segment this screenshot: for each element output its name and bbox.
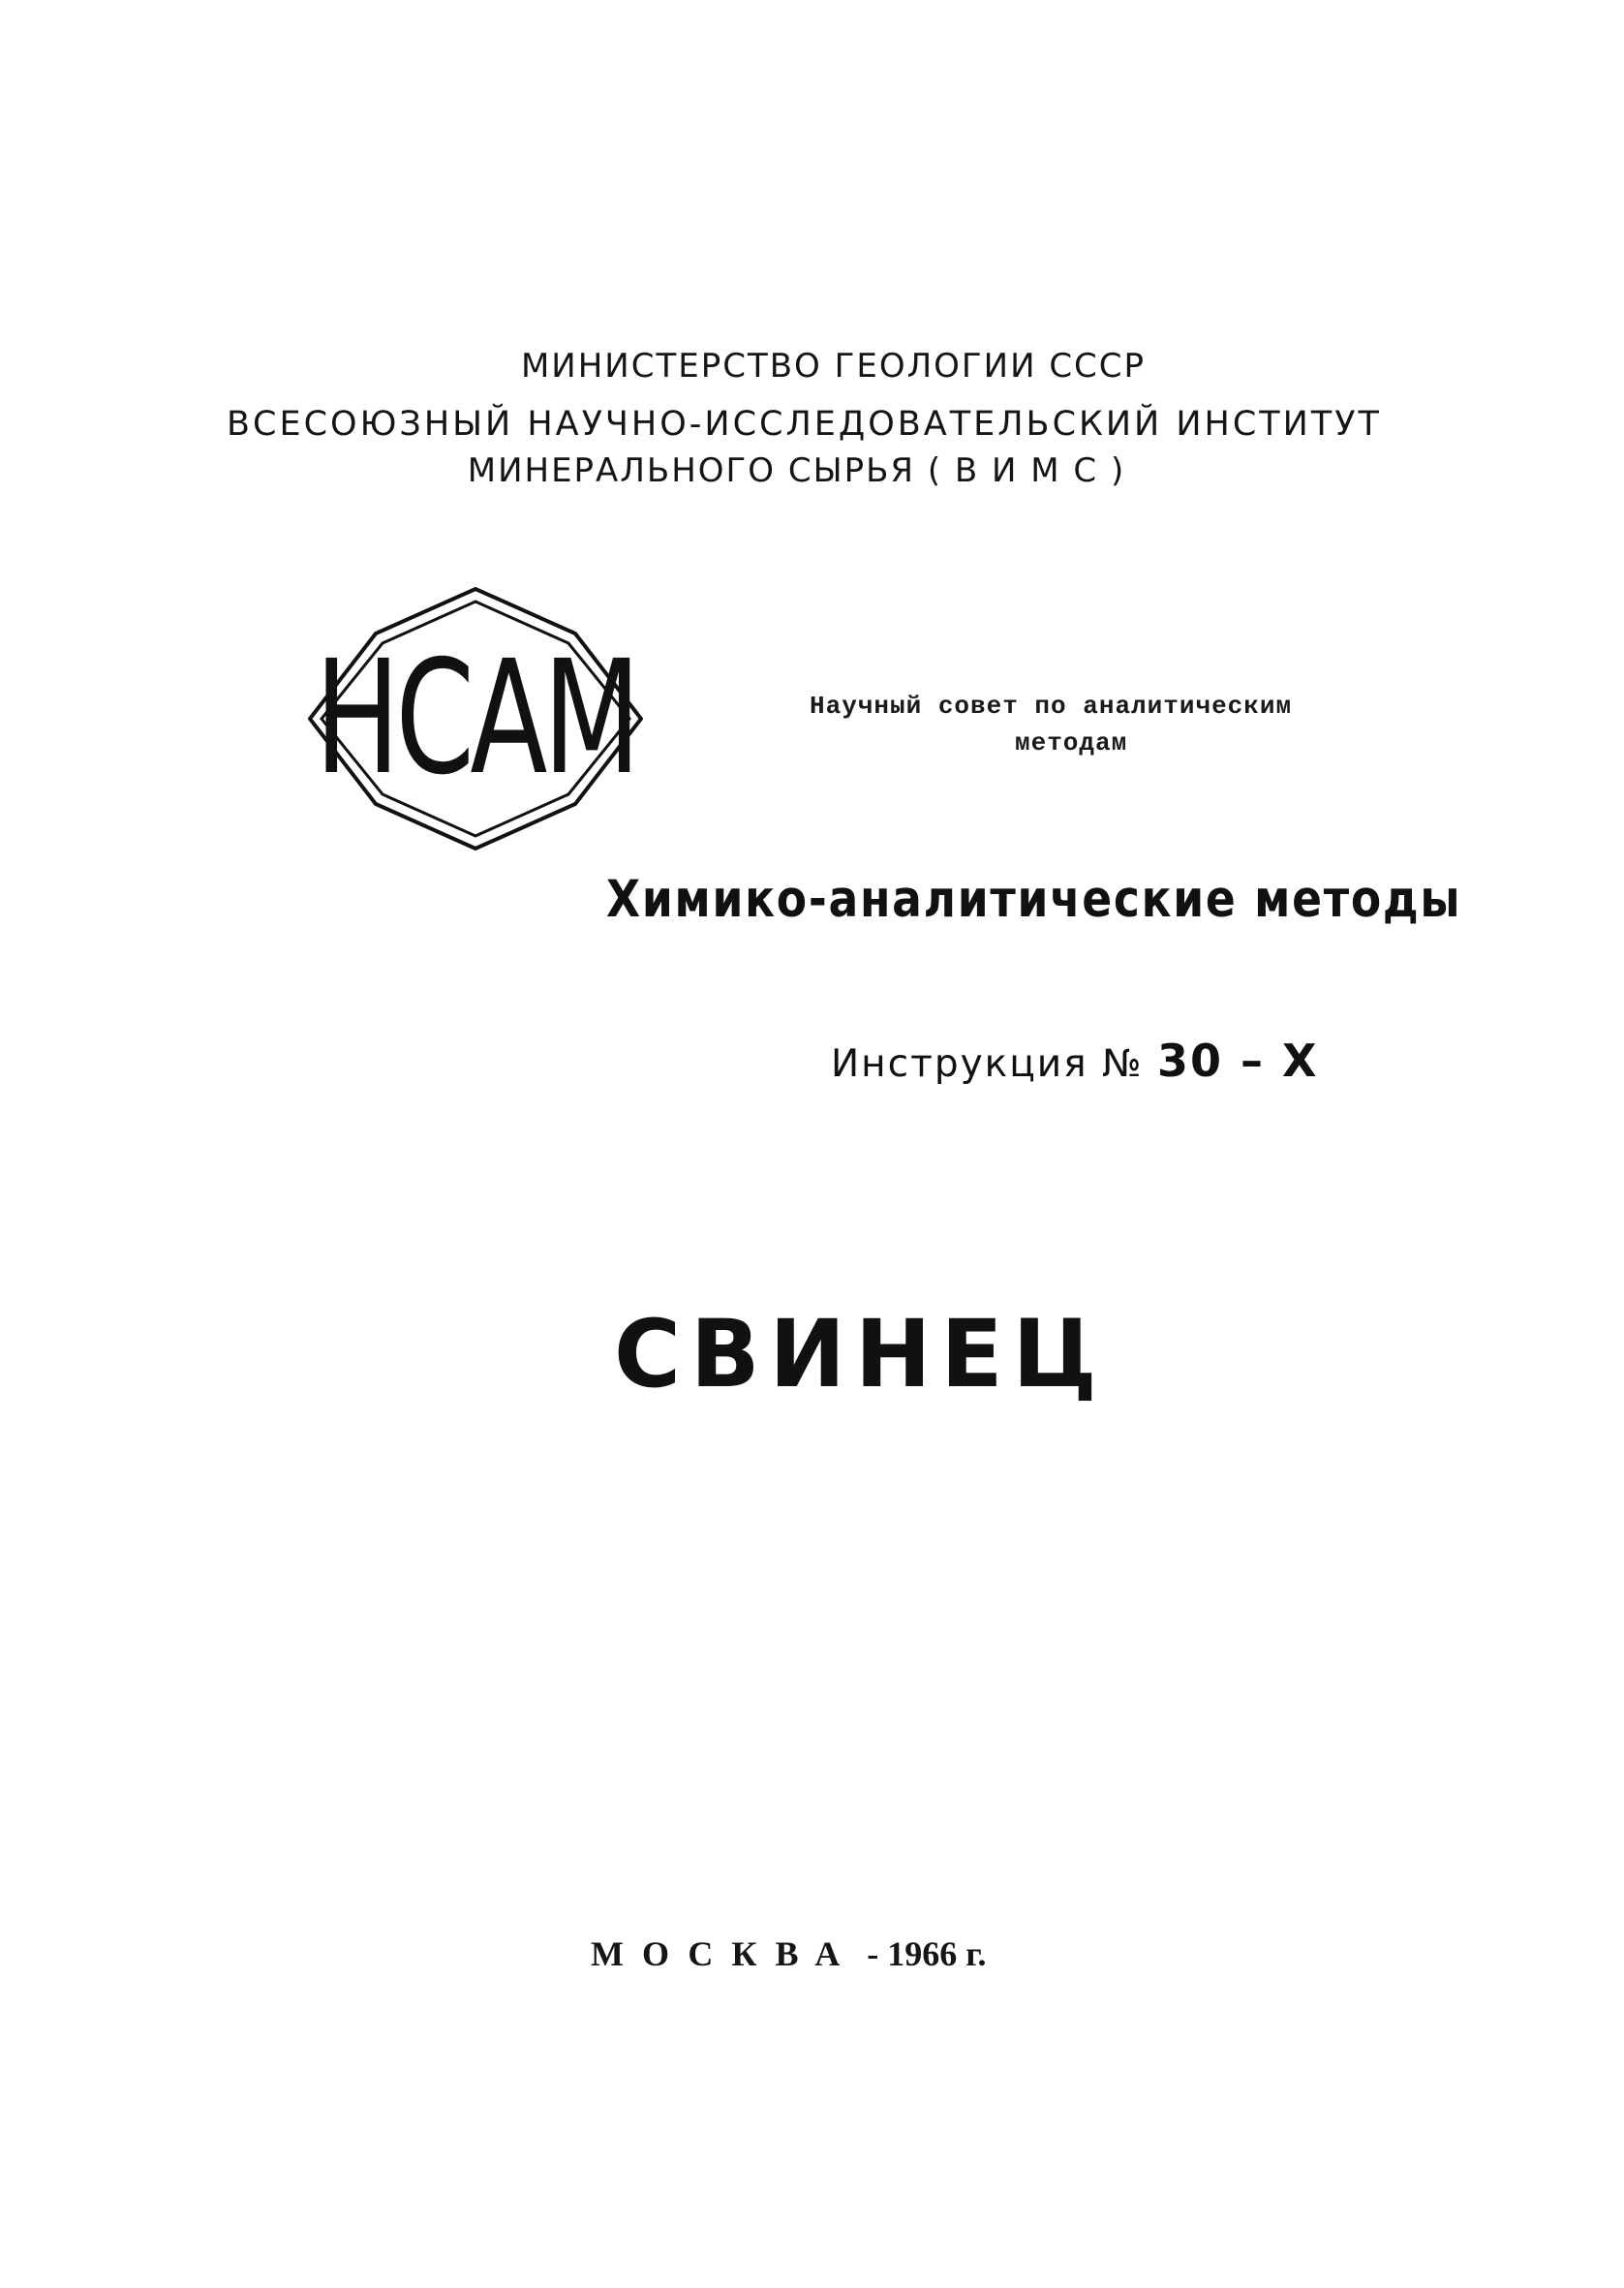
instruction-number: 30 – Х xyxy=(1156,1035,1319,1087)
instruction-label: Инструкция xyxy=(831,1042,1088,1086)
council-name-line-2: методам xyxy=(1015,728,1128,758)
logo-text: НСАМ xyxy=(315,627,636,811)
council-name-line-1: Научный совет по аналитическим xyxy=(810,692,1293,721)
instruction-heading xyxy=(831,1035,1318,1087)
document-title: СВИНЕЦ xyxy=(614,1300,1107,1408)
institute-name-line-2: МИНЕРАЛЬНОГО СЫРЬЯ ( В И М С ) xyxy=(467,451,1126,490)
ministry-name: МИНИСТЕРСТВО ГЕОЛОГИИ СССР xyxy=(520,347,1147,386)
imprint xyxy=(591,1933,987,1974)
instruction-number-sign: № xyxy=(1101,1042,1144,1086)
hexagon-emblem-icon xyxy=(308,587,643,850)
institute-name-line-1: ВСЕСОЮЗНЫЙ НАУЧНО-ИССЛЕДОВАТЕЛЬСКИЙ ИНСТИТУТ xyxy=(227,405,1382,444)
imprint-city: МОСКВА xyxy=(591,1934,859,1973)
imprint-separator: - xyxy=(858,1934,888,1973)
series-title: Химико-аналитические методы xyxy=(606,870,1462,929)
imprint-year: 1966 г. xyxy=(887,1934,987,1973)
